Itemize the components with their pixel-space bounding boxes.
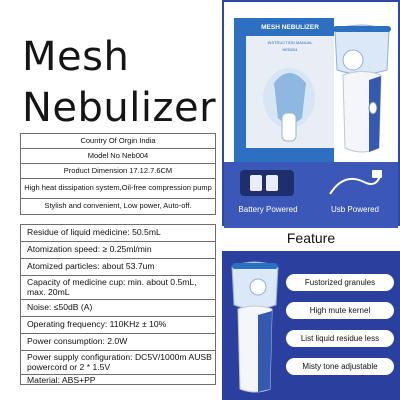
spec-row: Noise: ≤50dB (A) <box>21 300 215 317</box>
feature-pill: List liquid residue less <box>286 330 394 347</box>
spec-row: Power supply configuration: DC5V/1000m AUSB powercord or 2 * 1.5V <box>21 351 215 375</box>
nebulizer-device-image <box>329 20 395 160</box>
feature-panel <box>222 251 400 400</box>
info-row: Model No Neb004 <box>21 149 215 164</box>
spec-row: Material: ABS+PP <box>27 374 96 385</box>
spec-row: Operating frequency: 110KHz ± 10% <box>21 317 215 334</box>
spec-row: Capacity of medicine cup: min. about 0.5mL, max. 20mL <box>21 276 215 300</box>
info-row: High heat dissipation system,Oil-free compression pump <box>21 179 215 199</box>
spec-row: Power consumption: 2.0W <box>21 334 215 351</box>
battery-powered-label: Battery Powered <box>238 205 298 214</box>
box-sub-text: INSTRUCTION MANUAL <box>267 40 313 45</box>
info-row: Country Of Orgin India <box>21 134 215 149</box>
spec-row: Residue of liquid medicine: 50.5mL <box>21 225 215 242</box>
feature-heading: Feature <box>286 230 336 246</box>
right-column <box>222 0 400 400</box>
spec-row: Atomization speed: ≥ 0.25ml/min <box>21 242 215 259</box>
box-tag-text: NEB004 <box>282 47 298 52</box>
usb-powered-label: Usb Powered <box>330 205 380 214</box>
nebulizer-feature-image <box>228 257 282 397</box>
info-table <box>20 133 216 215</box>
feature-pill: High mute kernel <box>286 302 394 319</box>
package-box-image <box>234 18 334 168</box>
info-row: Stylish and convenient, Low power, Auto-off. <box>44 201 192 211</box>
product-title-line2: Nebulizer <box>22 85 217 131</box>
product-title-line1: Mesh <box>22 34 130 80</box>
spec-table <box>20 224 216 385</box>
info-row: Product Dimension 17.12.7.6CM <box>21 164 215 179</box>
feature-pill: Fustorized granules <box>286 274 394 291</box>
usb-caption-panel <box>312 162 398 228</box>
spec-row: Atomized particles: about 53.7um <box>21 259 215 276</box>
usb-cable-image <box>324 166 386 200</box>
battery-image <box>236 166 298 200</box>
feature-pill: Misty tone adjustable <box>286 358 394 375</box>
product-photo-panel <box>222 0 400 226</box>
box-brand-text: MESH NEBULIZER <box>261 24 319 31</box>
battery-caption-panel <box>224 162 312 228</box>
